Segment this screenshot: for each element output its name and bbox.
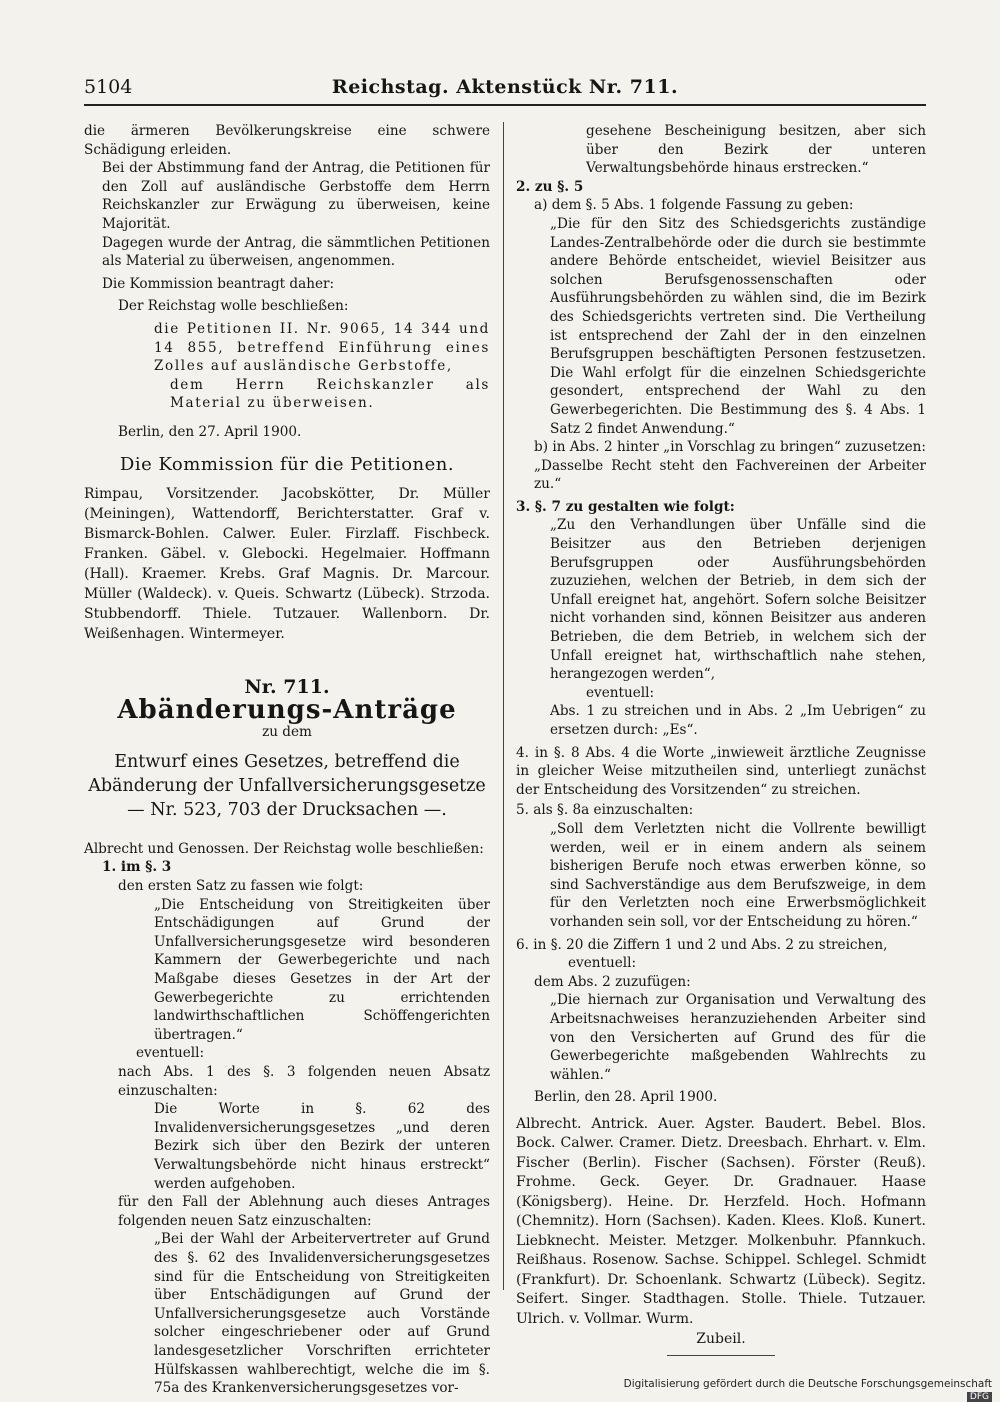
paragraph: nach Abs. 1 des §. 3 folgenden neuen Absatz einzuschalten: bbox=[118, 1064, 490, 1099]
end-rule bbox=[667, 1355, 775, 1356]
paragraph: 5. als §. 8a einzuschalten: bbox=[516, 802, 694, 819]
section-heading: 3. §. 7 zu gestalten wie folgt: bbox=[516, 498, 735, 515]
paragraph: Abs. 1 zu streichen und in Abs. 2 „Im Uebrigen“ zu ersetzen durch: „Es“. bbox=[550, 703, 926, 738]
paragraph: Die Kommission beantragt daher: bbox=[102, 275, 335, 292]
signatories-list: Albrecht. Antrick. Auer. Agster. Baudert. Bebel. Blos. Bock. Calwer. Cramer. Dietz. Dreesbach. Ehrhart. v. Elm. Fischer (Berlin). Fischer (Sachsen). Förster (Reuß). Frohme. Geck. Geyer. Dr. Gradnauer. Haase (Königsberg). Heine. Dr. Herzfeld. Hoch. Hofmann (Chemnitz). Horn (Sachsen). Kaden. Klees. Kloß. Kunert. Liebknecht. Meister. Metzger. Molkenbuhr. Pfannkuch. Reißhaus. Rosenow. Sachse. Schippel. Schlegel. Schmidt (Frankfurt). Dr. Schoenlank. Schwartz (Lübeck). Segitz. Seifert. Singer. Stadthagen. Stolle. Thiele. Tutzauer. Ulrich. v. Vollmar. Wurm. bbox=[516, 1115, 926, 1327]
header-rule bbox=[84, 104, 926, 106]
paragraph: den ersten Satz zu fassen wie folgt: bbox=[118, 878, 364, 895]
paragraph: 4. in §. 8 Abs. 4 die Worte „inwieweit ärztliche Zeugnisse in gleicher Weise mitzutheilen sind, unterliegt zunächst der Entscheidung des Vorsitzenden“ zu streichen. bbox=[516, 744, 926, 798]
paragraph: eventuell: bbox=[568, 955, 637, 972]
quote: Die Worte in §. 62 des Invalidenversicherungsgesetzes „und deren Bezirk sich über den Bezirk der unteren Verwaltungsbehörde nicht hinaus erstreckt“ werden aufgehoben. bbox=[154, 1101, 490, 1192]
quote: „Die für den Sitz des Schiedsgerichts zuständige Landes-Zentralbehörde oder die durch sie bestimmte andere Behörde entscheidet, wieviel Beisitzer aus solchen Berufsgenossenschaften oder Ausführungsbehörden zu wählen sind, die im Bezirk des Schiedsgerichts vertreten sind. Die Vertheilung ist entsprechend der Zahl der in den einzelnen Berufsgruppen beschäftigten Personen festzusetzen. Die Wahl erfolgt für die einzelnen Schiedsgerichte gesondert, entsprechend der Wahl zu den Gewerbegerichten. Die Bestimmung des §. 4 Abs. 1 Satz 2 findet Anwendung.“ bbox=[550, 215, 926, 437]
date-line: Berlin, den 27. April 1900. bbox=[118, 423, 302, 440]
quote: „Bei der Wahl der Arbeitervertreter auf Grund des §. 62 des Invalidenversicherungsgesetzes sind für die Entscheidung von Streitigkeiten über Entschädigungen auf Grund der Unfallversicherungsgesetze auch Vorstände solcher eingeschriebener oder auf Grund landesgesetzlicher Vorschriften errichteter Hülfskassen wahlberechtigt, welche die im §. 75a des Krankenversicherungsgesetzes vor- bbox=[154, 1231, 490, 1397]
paragraph: a) dem §. 5 Abs. 1 folgende Fassung zu geben: bbox=[534, 197, 854, 214]
paragraph: für den Fall der Ablehnung auch dieses Antrages folgenden neuen Satz einzuschalten: bbox=[118, 1194, 490, 1229]
column-divider bbox=[503, 122, 504, 1290]
dfg-logo: DFG bbox=[967, 1392, 992, 1402]
document-number: Nr. 711. bbox=[244, 676, 330, 699]
paragraph: die ärmeren Bevölkerungskreise eine schwere Schädigung erleiden. bbox=[84, 123, 490, 158]
quote: gesehene Bescheinigung besitzen, aber sich über den Bezirk der unteren Verwaltungsbehörde hinaus erstrecken.“ bbox=[586, 123, 926, 177]
section-heading: 1. im §. 3 bbox=[102, 859, 172, 876]
paragraph: Dagegen wurde der Antrag, die sämmtlichen Petitionen als Material zu überweisen, angenommen. bbox=[102, 234, 490, 270]
page-number: 5104 bbox=[84, 76, 133, 98]
quote: „Soll dem Verletzten nicht die Vollrente bewilligt werden, weil er in einem andern als seinem bisherigen Berufe noch etwas erwerben könne, so sind Sachverständige aus dem Berufszweige, in dem für den Verletzten noch eine Erwerbsmöglichkeit vorhanden sein soll, vor der Entscheidung zu hören.“ bbox=[550, 820, 926, 930]
footer-text: Digitalisierung gefördert durch die Deutsche Forschungsgemeinschaft bbox=[623, 1378, 992, 1390]
left-column bbox=[84, 122, 490, 1398]
paragraph: eventuell: bbox=[586, 684, 655, 701]
commission-heading: Die Kommission für die Petitionen. bbox=[119, 453, 455, 475]
page-header bbox=[84, 76, 926, 100]
paragraph: eventuell: bbox=[136, 1045, 205, 1062]
subtitle: zu dem bbox=[262, 724, 312, 741]
right-column bbox=[516, 122, 926, 1356]
paragraph: b) in Abs. 2 hinter „in Vorschlag zu bringen“ zuzusetzen: „Dasselbe Recht steht den Fachvereinen der Arbeiter zu.“ bbox=[534, 439, 926, 493]
paragraph: die Petitionen II. Nr. 9065, 14 344 und 14 855, betreffend Einführung eines Zolles auf ausländische Gerbstoffe, bbox=[154, 320, 490, 375]
paragraph: dem Abs. 2 zuzufügen: bbox=[534, 973, 691, 990]
quote: „Zu den Verhandlungen über Unfälle sind die Beisitzer aus den Betrieben derjenigen Berufsgruppen oder Ausführungsbehörden zuzuziehen, welchen der Betrieb, in dem sich der Unfall ereignet hat, angehört. Sofern solche Beisitzer nicht vorhanden sind, können Beisitzer aus anderen Betrieben, die dem Betrieb, in welchem sich der Unfall ereignet hat, wirthschaftlich nahe stehen, herangezogen werden“, bbox=[550, 517, 926, 683]
paragraph: Albrecht und Genossen. Der Reichstag wolle beschließen: bbox=[84, 840, 484, 857]
quote: „Die Entscheidung von Streitigkeiten über Entschädigungen auf Grund der Unfallversicherungsgesetze wird besonderen Kammern der Gewerbegerichte und nach Maßgabe dieses Gesetzes in der Art der Gewerbegerichte zu errichtenden landwirthschaftlichen Schöffengerichten übertragen.“ bbox=[154, 896, 490, 1043]
document-title: Abänderungs-Anträge bbox=[117, 694, 457, 725]
paragraph: Der Reichstag wolle beschließen: bbox=[118, 298, 349, 315]
bill-title: Entwurf eines Gesetzes, betreffend die Abänderung der Unfallversicherungsgesetze — Nr. 523, 703 der Drucksachen —. bbox=[88, 751, 486, 820]
quote: „Die hiernach zur Organisation und Verwaltung des Arbeitsnachweises heranzuziehenden Arbeiter sind von den Versicherten auf Grund des für die Gewerbegerichte maßgebenden Wahlrechts zu wählen.“ bbox=[550, 992, 926, 1083]
last-signatory: Zubeil. bbox=[696, 1331, 746, 1348]
members-list: Rimpau, Vorsitzender. Jacobskötter, Dr. Müller (Meiningen), Wattendorff, Berichterstatter. Graf v. Bismarck-Bohlen. Calwer. Euler. Firzlaff. Fischbeck. Franken. Gäbel. v. Glebocki. Hegelmaier. Hoffmann (Hall). Kraemer. Krebs. Graf Magnis. Dr. Marcour. Müller (Waldeck). v. Queis. Schwartz (Lübeck). Strzoda. Stubbendorff. Thiele. Tutzauer. Wallenborn. Dr. Weißenhagen. Wintermeyer. bbox=[84, 486, 490, 643]
section-heading: 2. zu §. 5 bbox=[516, 178, 584, 195]
running-title: Reichstag. Aktenstück Nr. 711. bbox=[331, 76, 679, 98]
footer-credit bbox=[612, 1378, 992, 1402]
paragraph: Bei der Abstimmung fand der Antrag, die Petitionen für den Zoll auf ausländische Gerbstoffe dem Herrn Reichskanzler zur Erwägung zu überweisen, keine Majorität. bbox=[102, 160, 490, 232]
date-line: Berlin, den 28. April 1900. bbox=[534, 1089, 718, 1106]
paragraph: dem Herrn Reichskanzler als Material zu überweisen. bbox=[170, 376, 490, 412]
paragraph: 6. in §. 20 die Ziffern 1 und 2 und Abs. 2 zu streichen, bbox=[516, 936, 888, 953]
